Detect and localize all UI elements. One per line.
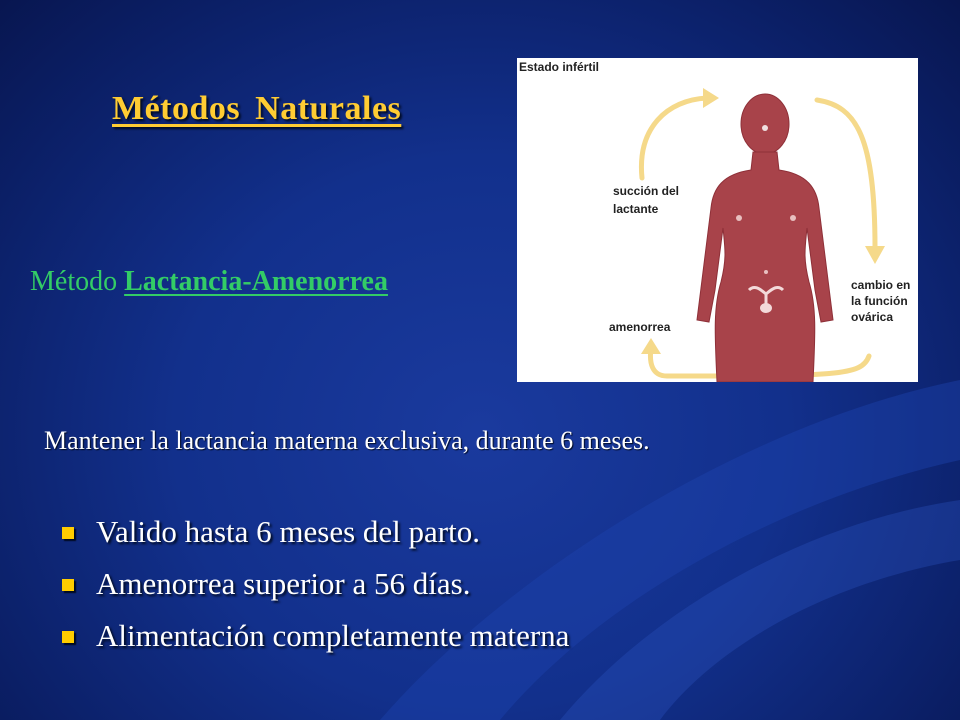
figure-label-right-1: cambio en [851, 278, 911, 292]
bullet-item [62, 512, 569, 564]
method-heading [30, 266, 388, 298]
bullet-text: Valido hasta 6 meses del parto. [96, 514, 480, 549]
left-breast-mark [736, 215, 742, 221]
lactation-cycle-figure [517, 58, 918, 382]
bullet-item [62, 564, 569, 616]
figure-label-right-2: la función [851, 294, 908, 308]
bullet-text: Amenorrea superior a 56 días. [96, 566, 471, 601]
method-prefix: Método [30, 266, 118, 297]
bullet-list [62, 512, 569, 668]
bullet-square-icon [62, 631, 74, 643]
bullet-square-icon [62, 579, 74, 591]
figure-body [697, 152, 833, 382]
bullet-item [62, 616, 569, 668]
arrowhead-top-left [703, 88, 719, 108]
figure-label-bottom-left: amenorrea [609, 320, 671, 334]
uterus-body-icon [760, 303, 772, 313]
arrowhead-bottom [641, 338, 661, 354]
arrowhead-top-right [865, 246, 885, 264]
figure-label-right-3: ovárica [851, 310, 894, 324]
figure-label-top: Estado infértil [519, 60, 600, 74]
figure-label-left-1: succión del [613, 184, 680, 198]
cycle-diagram [517, 58, 918, 382]
navel-mark [764, 270, 768, 274]
arrow-top-left [641, 98, 707, 178]
method-name-link[interactable]: Lactancia-Amenorrea [124, 266, 388, 297]
head-mark [762, 125, 768, 131]
bullet-text: Alimentación completamente materna [96, 618, 570, 653]
bullet-square-icon [62, 527, 74, 539]
intro-text: Mantener la lactancia materna exclusiva, durante 6 meses. [44, 426, 650, 455]
arrow-top-right [817, 100, 875, 248]
right-breast-mark [790, 215, 796, 221]
page-title: Métodos Naturales [112, 90, 402, 127]
figure-label-left-2: lactante [613, 202, 659, 216]
figure-head [741, 94, 789, 154]
